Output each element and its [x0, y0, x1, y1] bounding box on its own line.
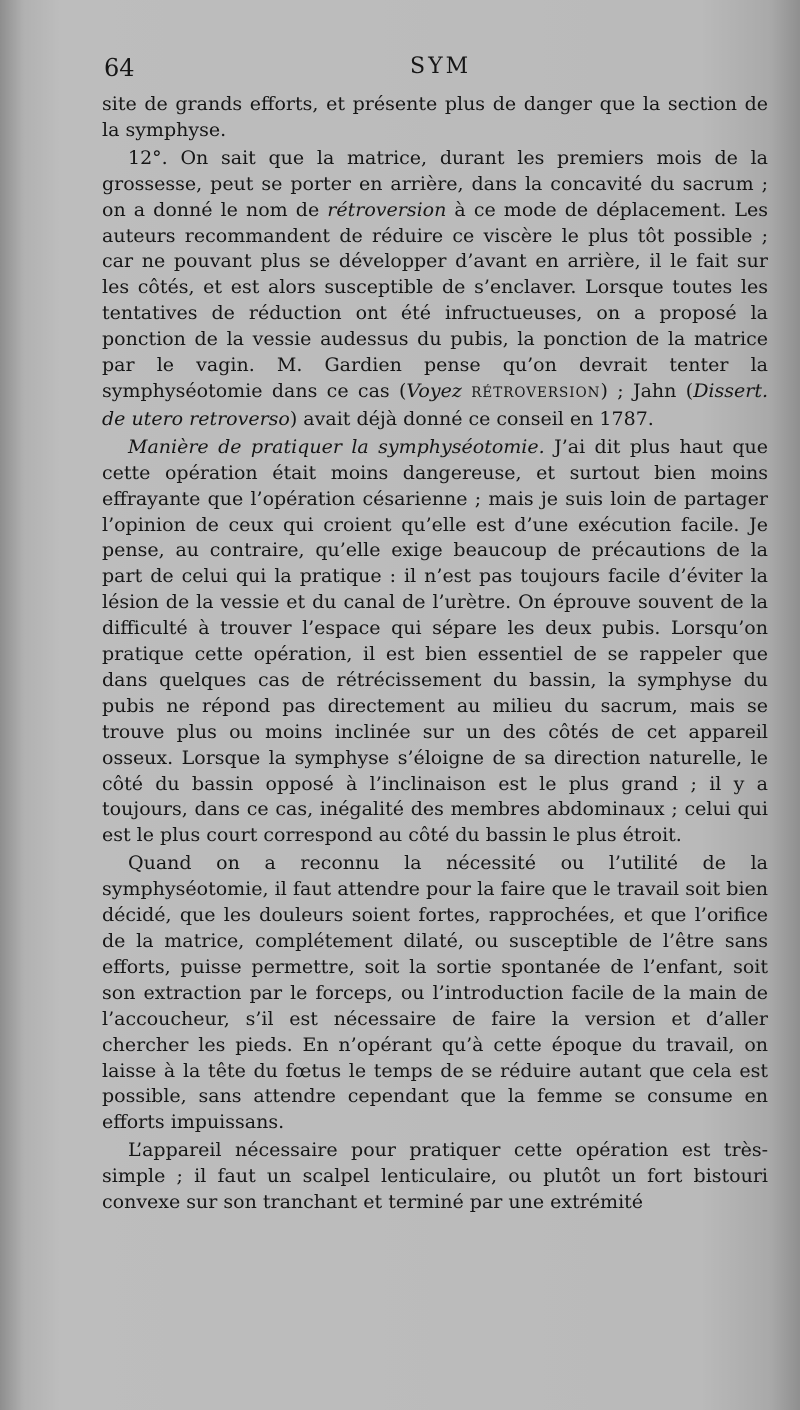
text-segment: Manière de pratiquer la symphyséotomie. [128, 435, 545, 458]
text-segment: Voyez [406, 379, 462, 402]
text-segment: ) avait déjà donné ce conseil en 1787. [289, 407, 654, 430]
text-segment: 12°. On sait que la matrice, durant les premiers mois de la grossesse, peut se porter en arrière, dans la concavité du sacrum ; on a donné le nom de [102, 146, 768, 221]
text-segment [462, 380, 471, 402]
paragraph-p5 [102, 1138, 768, 1216]
text-segment: Dissert. de utero retroverso [102, 379, 768, 430]
page-header [104, 54, 770, 94]
text-segment: à ce mode de déplacement. Les auteurs recommandent de réduire ce viscère le plus tôt possible ; car ne pouvant plus se développer d’avant en arrière, il le fait sur les côtés, et est alors susceptible de s’enclaver. Lorsque toutes les tentatives de réduction ont été infructueuses, on a proposé la ponction de la vessie audessus du pubis, la ponction de la matrice par le vagin. M. Gardien pense qu’on devrait tenter la symphyséotomie dans ce cas ( [102, 198, 768, 402]
text-segment: site de grands efforts, et présente plus de danger que la section de la symphyse. [102, 93, 768, 141]
text-segment: ) ; Jahn ( [600, 379, 694, 402]
text-segment: RÉTROVERSION [471, 384, 601, 401]
paragraph-p1 [102, 92, 768, 144]
text-segment: Quand on a reconnu la nécessité ou l’utilité de la symphyséotomie, il faut attendre pour la faire que le travail soit bien décidé, que les douleurs soient fortes, rapprochées, et que l’orifice de la matrice, complétement dilaté, ou susceptible de l’être sans efforts, puisse permettre, soit la sortie spontanée de l’enfant, soit son extraction par le forceps, ou l’introduction facile de la main de l’accoucheur, s’il est nécessaire de faire la version et d’aller chercher les pieds. En n’opérant qu’à cette époque du travail, on laisse à la tête du fœtus le temps de se réduire autant que cela est possible, sans attendre cependant que la femme se consume en efforts impuissans. [102, 852, 768, 1134]
page-number: 64 [104, 54, 135, 82]
paragraph-p2 [102, 146, 768, 433]
running-head: SYM [410, 54, 472, 79]
text-segment: rétroversion [327, 198, 447, 221]
text-segment: J’ai dit plus haut que cette opération était moins dangereuse, et surtout bien moins effrayante que l’opération césarienne ; mais je suis loin de partager l’opinion de ceux qui croient qu’elle est d’une exécution facile. Je pense, au contraire, qu’elle exige beaucoup de précautions de la part de celui qui la pratique : il n’est pas toujours facile d’éviter la lésion de la vessie et du canal de l’urètre. On éprouve souvent de la difficulté à trouver l’espace qui sépare les deux pubis. Lorsqu’on pratique cette opération, il est bien essentiel de se rappeler que dans quelques cas de rétrécissement du bassin, la symphyse du pubis ne répond pas directement au milieu du sacrum, mais se trouve plus ou moins inclinée sur un des côtés de cet appareil osseux. Lorsque la symphyse s’éloigne de sa direction naturelle, le côté du bassin opposé à l’inclinaison est le plus grand ; il y a toujours, dans ce cas, inégalité des membres abdominaux ; celui qui est le plus court correspond au côté du bassin le plus étroit. [102, 435, 768, 847]
text-segment: L’appareil nécessaire pour pratiquer cette opération est très-simple ; il faut un scalpel lenticulaire, ou plutôt un fort bistouri convexe sur son tranchant et terminé par une extrémité [102, 1139, 768, 1214]
paragraph-p3 [102, 435, 768, 850]
body-text [102, 92, 768, 1216]
paragraph-p4 [102, 851, 768, 1136]
